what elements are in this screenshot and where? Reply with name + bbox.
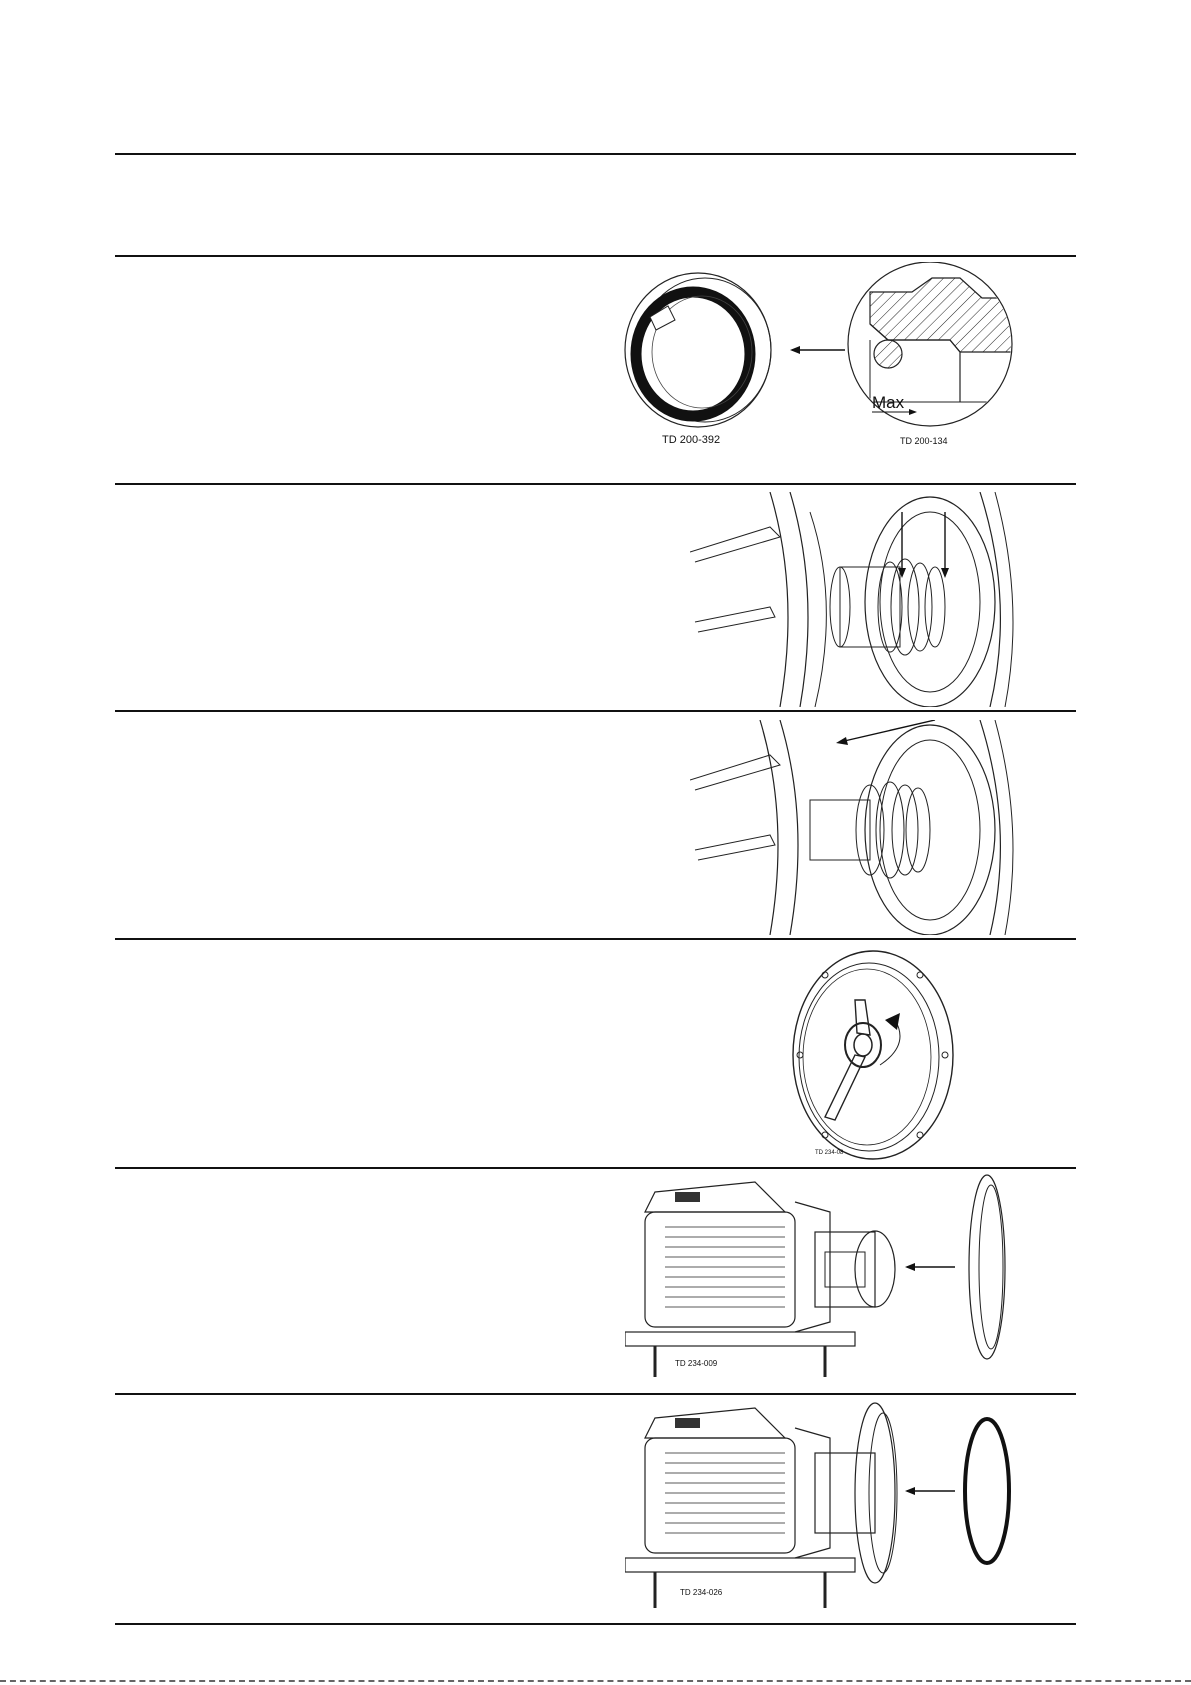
figure-label-td-200-392: TD 200-392 xyxy=(662,434,721,446)
shaft-detail-2-illustration xyxy=(690,720,1020,935)
divider-top xyxy=(115,153,1076,155)
figure-pump-oring xyxy=(625,1398,1025,1620)
seal-ring-illustration xyxy=(620,262,1020,447)
figure-seal-ring xyxy=(620,262,1020,447)
figure-label-td-234-08: TD 234-08 xyxy=(815,1150,844,1156)
figure-label-td-234-009: TD 234-009 xyxy=(675,1359,718,1368)
cover-wrench-illustration xyxy=(785,945,965,1165)
figure-shaft-detail-2 xyxy=(690,720,1020,935)
figure-label-td-234-026: TD 234-026 xyxy=(680,1588,723,1597)
shaft-detail-1-illustration xyxy=(690,492,1020,707)
figure-cover-wrench xyxy=(785,945,965,1165)
divider-4 xyxy=(115,938,1076,940)
max-label: Max xyxy=(872,393,905,412)
figure-pump-cover xyxy=(625,1172,1025,1392)
pump-oring-illustration xyxy=(625,1398,1025,1620)
divider-2 xyxy=(115,483,1076,485)
divider-3 xyxy=(115,710,1076,712)
divider-6 xyxy=(115,1393,1076,1395)
divider-1 xyxy=(115,255,1076,257)
divider-bottom xyxy=(115,1623,1076,1625)
figure-shaft-detail-1 xyxy=(690,492,1020,707)
figure-label-td-200-134: TD 200-134 xyxy=(900,436,948,446)
divider-5 xyxy=(115,1167,1076,1169)
page-bottom-edge xyxy=(0,1680,1191,1682)
